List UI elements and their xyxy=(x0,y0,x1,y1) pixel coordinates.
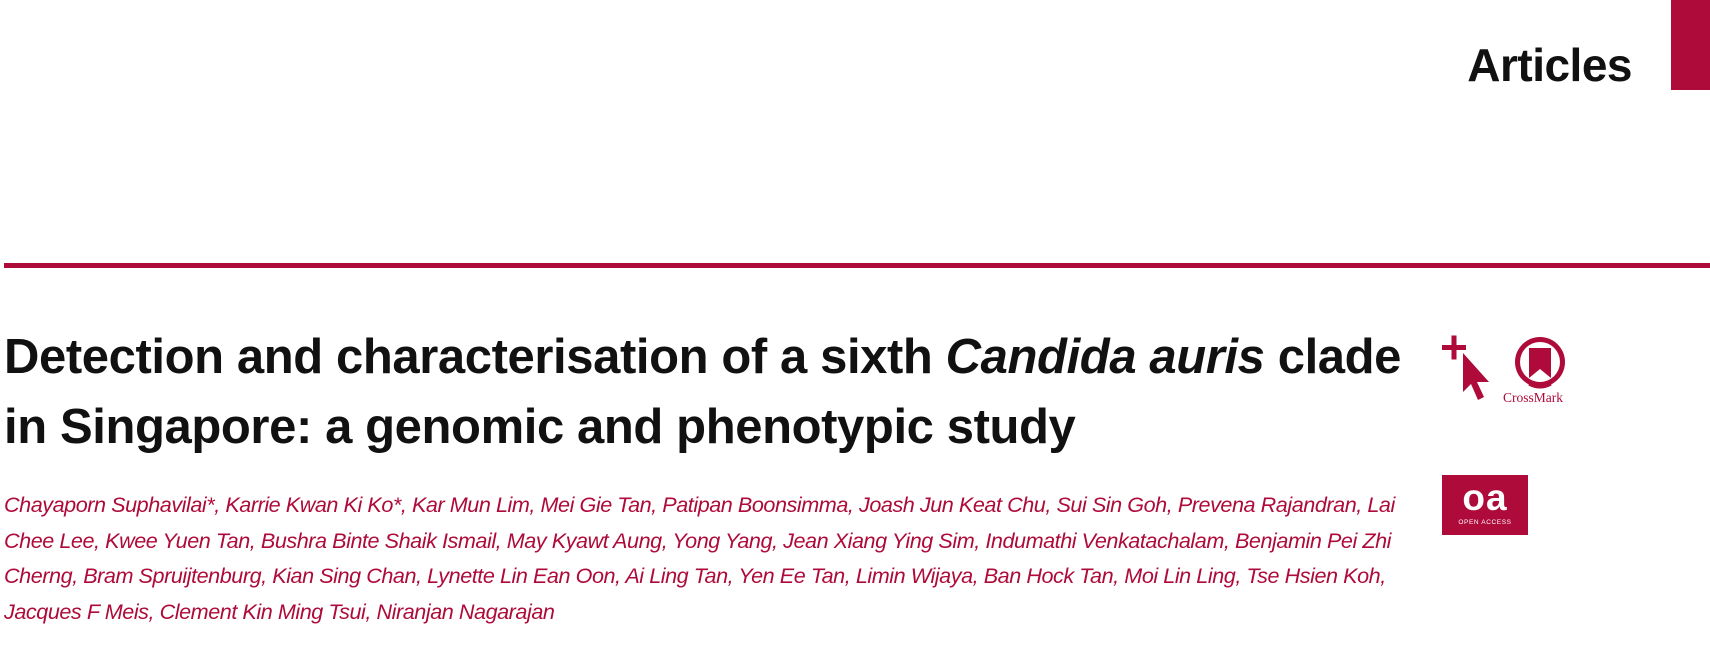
oa-caption: OPEN ACCESS xyxy=(1458,519,1512,526)
author-list: Chayaporn Suphavilai*, Karrie Kwan Ki Ko*, Kar Mun Lim, Mei Gie Tan, Patipan Boonsimma, Joash Jun Keat Chu, Sui Sin Goh, Prevena Rajandran, Lai Chee Lee, Kwee Yuen Tan, Bushra Binte Shaik Ismail, May Kyawt Aung, Yong Yang, Jean Xiang Ying Sim, Indumathi Venkatachalam, Benjamin Pei Zhi Cherng, Bram Spruijtenburg, Kian Sing Chan, Lynette Lin Ean Oon, Ai Ling Tan, Yen Ee Tan, Limin Wijaya, Ban Hock Tan, Moi Lin Ling, Tse Hsien Koh, Jacques F Meis, Clement Kin Ming Tsui, Niranjan Nagarajan xyxy=(4,492,1395,624)
title-text-start: Detection and characterisation of a sixth xyxy=(4,330,946,384)
header-divider xyxy=(4,263,1710,268)
crossmark-label: CrossMark xyxy=(1503,390,1563,405)
article-title xyxy=(4,322,1434,462)
title-text-end: clade in Singapore: a genomic and phenotypic study xyxy=(4,330,1402,454)
title-species-name: Candida auris xyxy=(945,330,1265,384)
crossmark-bookmark-icon xyxy=(1515,337,1565,387)
section-color-tab xyxy=(1671,0,1710,90)
crossmark-plus-icon xyxy=(1442,336,1466,360)
section-label: Articles xyxy=(1467,39,1632,91)
open-access-icon xyxy=(1442,475,1528,535)
oa-mark: oa xyxy=(1462,477,1508,518)
crossmark-cursor-icon xyxy=(1463,353,1489,400)
